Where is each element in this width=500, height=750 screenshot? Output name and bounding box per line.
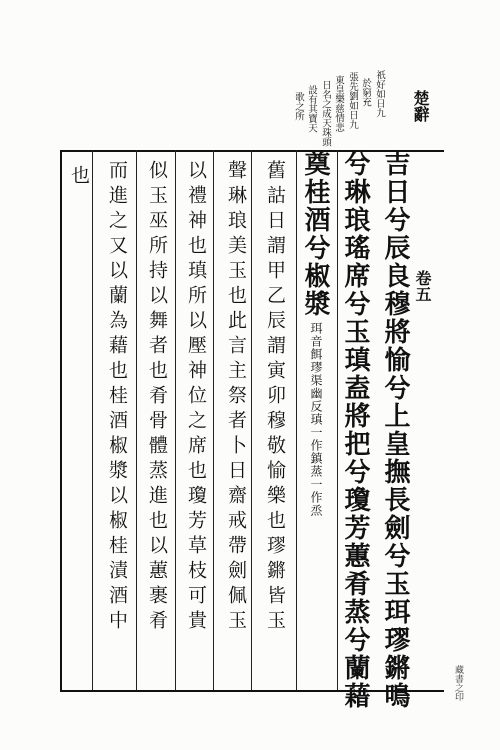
column-rule bbox=[175, 150, 176, 690]
column-rule bbox=[296, 150, 297, 690]
head-note: 設有其寶天 bbox=[306, 85, 317, 133]
commentary-column: 舊詁日謂甲乙辰謂寅卯穆敬愉樂也璆鏘皆玉 bbox=[264, 160, 286, 635]
column-rule bbox=[92, 150, 93, 690]
head-note: 於窮充 bbox=[360, 78, 371, 107]
margin-book-title: 楚辭 bbox=[411, 90, 430, 122]
column-rule bbox=[337, 150, 338, 690]
head-note: 東皇樂慈情悲 bbox=[333, 75, 344, 132]
commentary-column: 聲琳琅美玉也此言主祭者卜日齋戒帶劍佩玉 bbox=[225, 160, 247, 635]
main-text-column: 奠桂酒兮椒漿 bbox=[300, 150, 330, 318]
head-note: 張先劉如日九 bbox=[347, 72, 358, 129]
head-note: 祇好如日九 bbox=[374, 70, 385, 118]
frame-left-border bbox=[60, 150, 62, 690]
column-rule bbox=[251, 150, 252, 690]
margin-volume: 卷五 bbox=[413, 270, 432, 302]
commentary-column: 以禮神也瑱所以壓神位之席也瓊芳草枝可貴 bbox=[185, 160, 207, 635]
commentary-column: 而進之又以蘭為藉也桂酒椒漿以椒桂漬酒中 bbox=[106, 160, 128, 635]
main-text-column: 兮琳琅瑤席兮玉瑱盍將把兮瓊芳蕙肴蒸兮蘭藉 bbox=[340, 150, 370, 710]
commentary-column: 似玉巫所持以舞者也肴骨體蒸進也以蕙裹肴 bbox=[146, 160, 168, 635]
commentary-column: 也 bbox=[68, 165, 90, 190]
head-note: 日名之成天珠頭 bbox=[320, 80, 331, 147]
column-rule bbox=[136, 150, 137, 690]
phonetic-note: 珥音餌璆渠幽反瑱一作鎮蒸一作烝 bbox=[309, 322, 323, 517]
main-text-column: 吉日兮辰良穆將愉兮上皇撫長劍兮玉珥璆鏘鳴 bbox=[380, 150, 410, 710]
seal-stamp: 藏書之印 bbox=[453, 665, 463, 701]
column-rule bbox=[213, 150, 214, 690]
head-note: 歌之所 bbox=[293, 92, 304, 121]
